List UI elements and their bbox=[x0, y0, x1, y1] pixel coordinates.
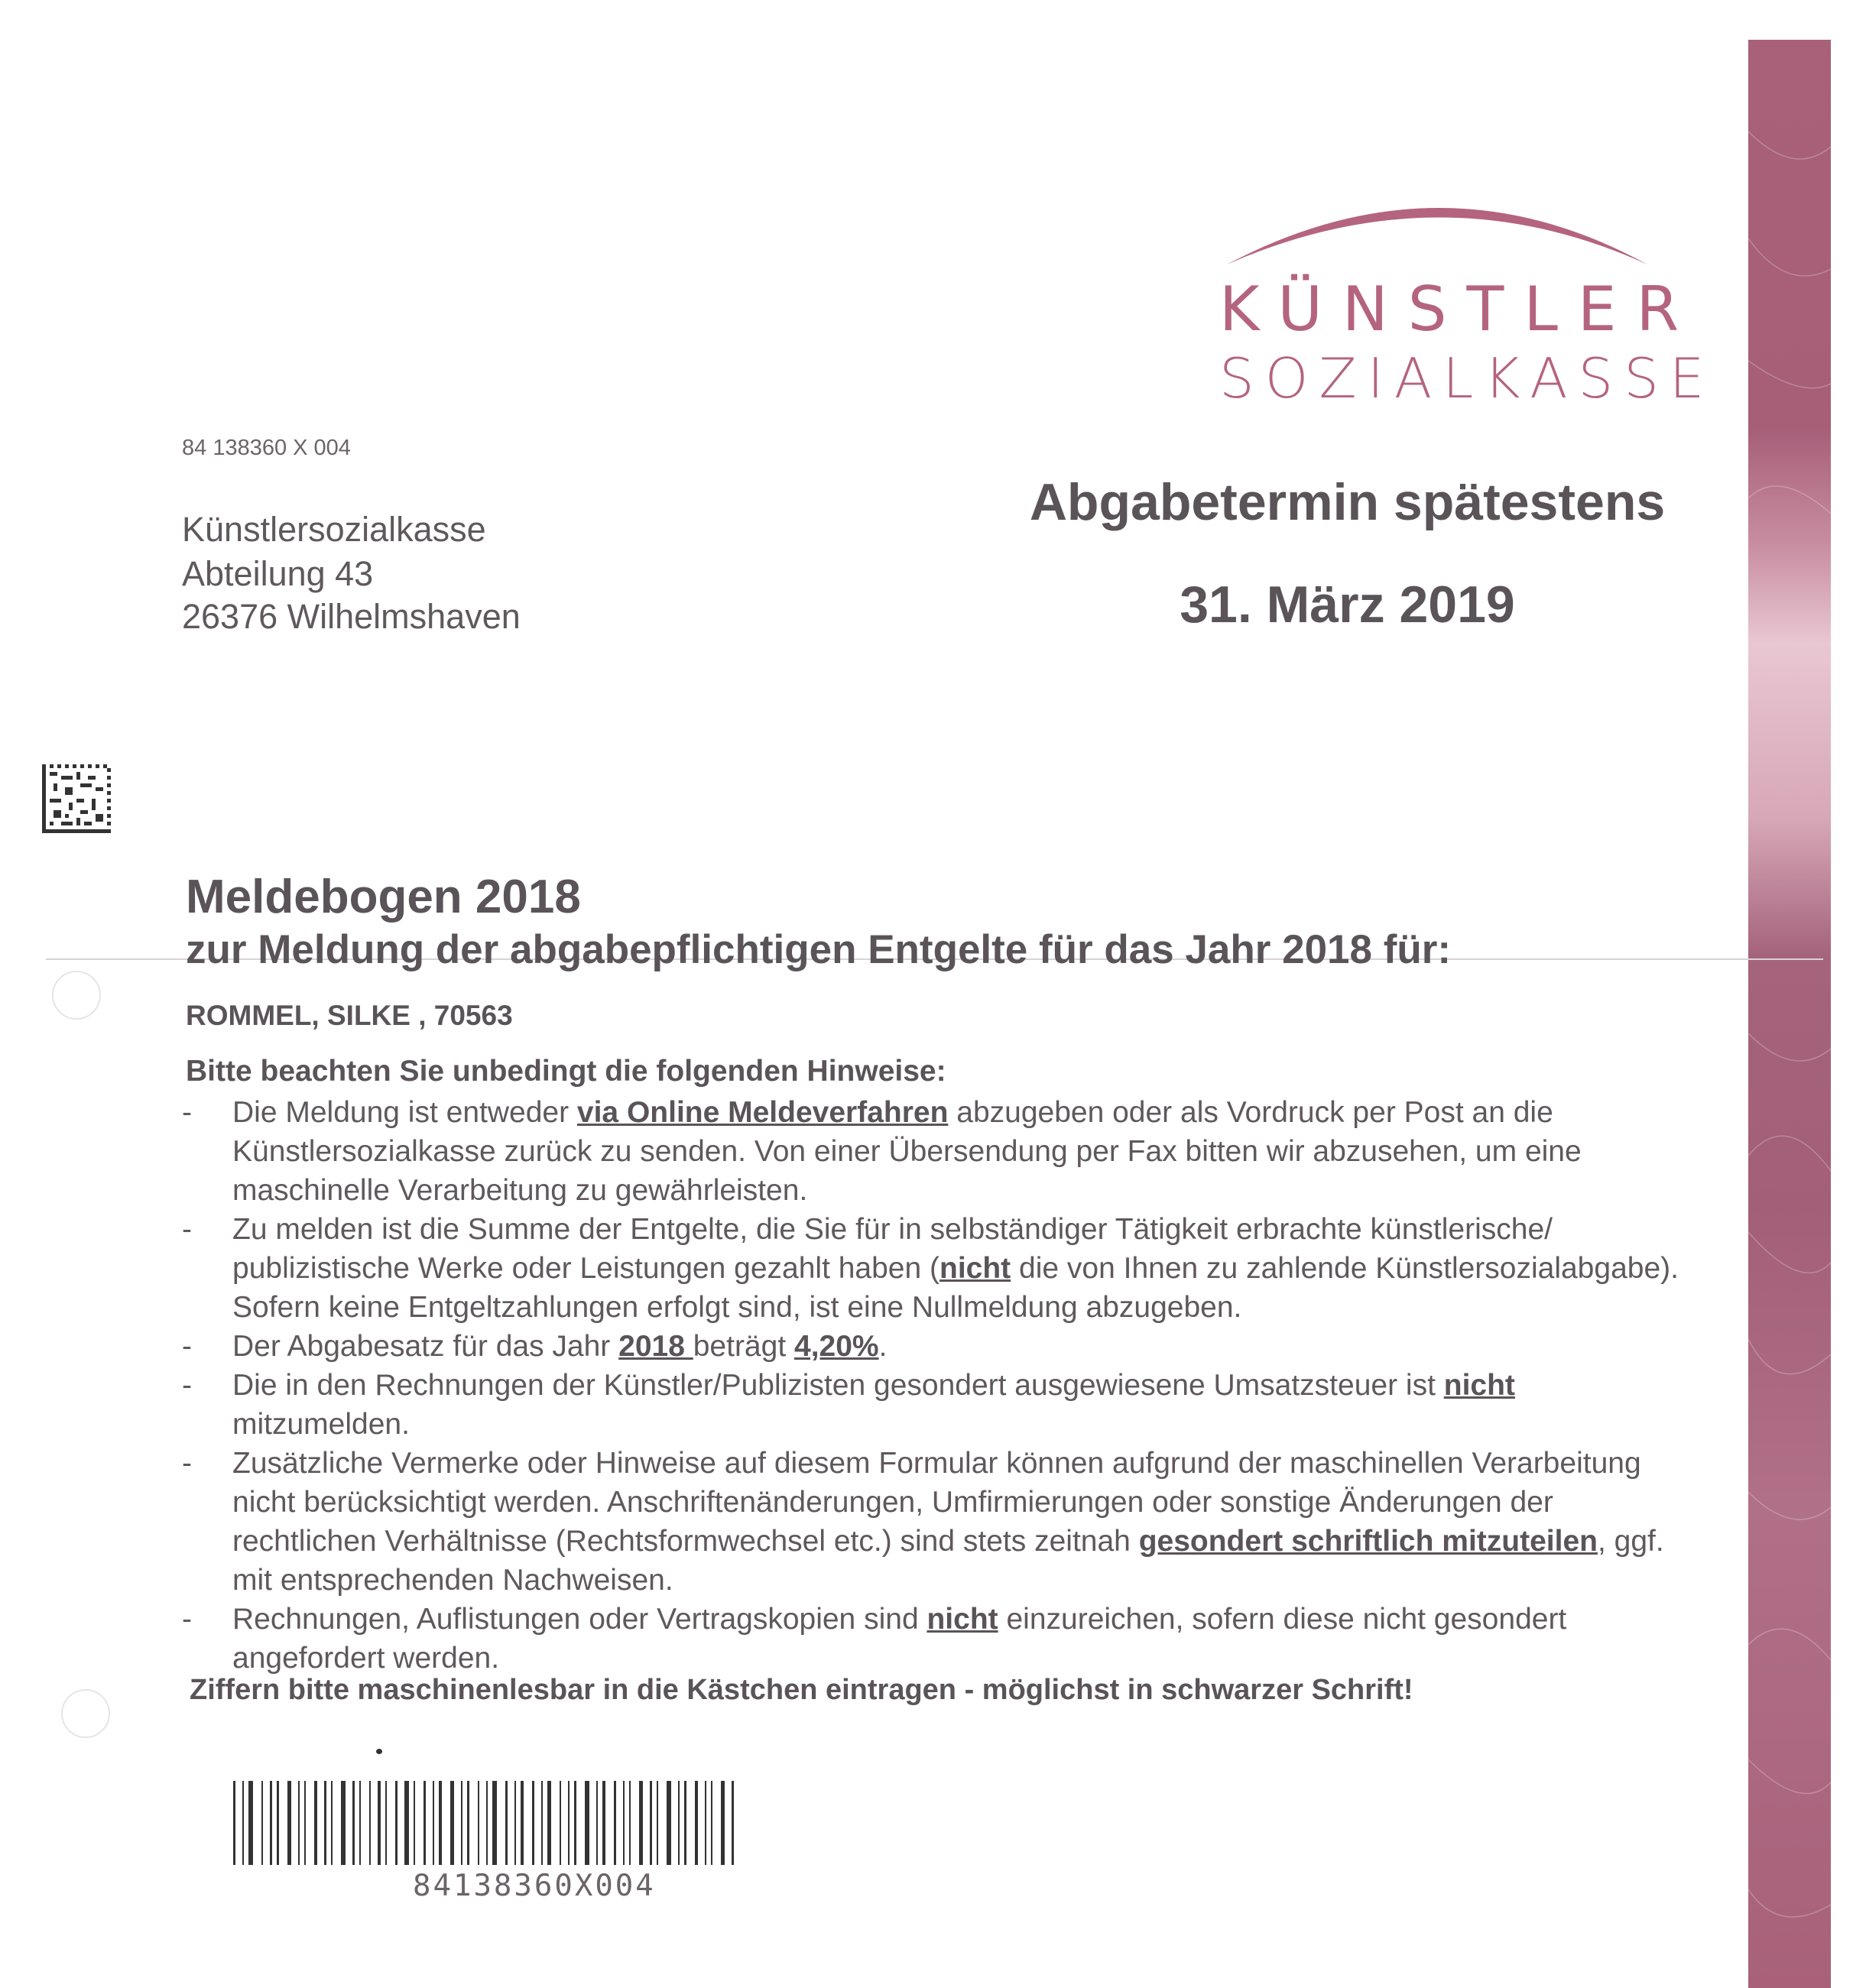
barcode-bar bbox=[450, 1781, 454, 1865]
barcode-bar bbox=[711, 1781, 712, 1865]
barcode-bar bbox=[414, 1781, 415, 1865]
barcode-number: 84138360X004 bbox=[413, 1869, 656, 1903]
barcode-bar bbox=[732, 1781, 734, 1865]
note-item bbox=[182, 1327, 1696, 1366]
note-item bbox=[182, 1093, 1696, 1210]
note-text: Die Meldung ist entweder bbox=[232, 1096, 577, 1129]
barcode-bar bbox=[492, 1781, 497, 1865]
barcode-bar bbox=[378, 1781, 381, 1865]
footer-instruction: Ziffern bitte maschinenlesbar in die Kästchen eintragen - möglichst in schwarzer Schrift! bbox=[190, 1674, 1413, 1706]
note-emphasis: via Online Meldeverfahren bbox=[576, 1096, 949, 1129]
form-subtitle: zur Meldung der abgabepflichtigen Entgelte für das Jahr 2018 für: bbox=[186, 927, 1452, 972]
punch-hole bbox=[52, 971, 101, 1020]
barcode-bar bbox=[705, 1781, 706, 1865]
barcode-bar bbox=[467, 1781, 469, 1865]
barcode-bar bbox=[242, 1781, 244, 1865]
note-text: Der Abgabesatz für das Jahr bbox=[232, 1330, 619, 1363]
barcode-bar bbox=[585, 1781, 589, 1865]
logo-arc-icon bbox=[1219, 174, 1659, 274]
barcode-bar bbox=[277, 1781, 279, 1865]
barcode-bar bbox=[614, 1781, 616, 1865]
barcode bbox=[233, 1781, 822, 1865]
note-text: mitzumelden. bbox=[232, 1408, 410, 1441]
barcode-bar bbox=[505, 1781, 508, 1865]
barcode-bar bbox=[314, 1781, 317, 1865]
reference-code: 84 138360 X 004 bbox=[182, 436, 351, 460]
note-item bbox=[182, 1366, 1696, 1444]
note-text: beträgt bbox=[693, 1330, 794, 1363]
list-bullet: - bbox=[182, 1603, 192, 1636]
barcode-bar bbox=[304, 1781, 306, 1865]
note-text: Zusätzliche Vermerke oder Hinweise auf diesem Formular können aufgrund der maschinellen Verarbeitung nicht berücksichtigt werden. Anschriftenänderungen, Umfirmierungen oder sonstige Änderungen der rechtlichen Verhältnisse (Rechtsformwechsel etc.) sind stets zeitnah bbox=[232, 1447, 1641, 1558]
barcode-bar bbox=[629, 1781, 631, 1865]
logo-text-kuenstler: KÜNSTLER bbox=[1219, 274, 1699, 345]
kuenstlersozialkasse-logo bbox=[1219, 174, 1715, 411]
decorative-side-band bbox=[1748, 40, 1831, 1988]
barcode-bar bbox=[602, 1781, 605, 1865]
note-text: . bbox=[878, 1330, 888, 1363]
levy-rate: 4,20% bbox=[794, 1330, 879, 1363]
barcode-bar bbox=[657, 1781, 658, 1865]
barcode-bar bbox=[385, 1781, 387, 1865]
barcode-bar bbox=[560, 1781, 561, 1865]
form-title: Meldebogen 2018 bbox=[186, 871, 581, 923]
barcode-bar bbox=[433, 1781, 434, 1865]
barcode-bar bbox=[461, 1781, 462, 1865]
barcode-bar bbox=[404, 1781, 409, 1865]
note-item bbox=[182, 1444, 1696, 1600]
barcode-bar bbox=[352, 1781, 355, 1865]
address-line-3: 26376 Wilhelmshaven bbox=[182, 597, 521, 636]
barcode-bar bbox=[547, 1781, 551, 1865]
deadline-label: Abgabetermin spätestens bbox=[1029, 473, 1666, 531]
barcode-bar bbox=[541, 1781, 543, 1865]
barcode-bar bbox=[341, 1781, 346, 1865]
note-text: , ggf. mit entsprechenden Nachweisen. bbox=[232, 1525, 1664, 1597]
barcode-bar bbox=[261, 1781, 263, 1865]
barcode-bar bbox=[298, 1781, 300, 1865]
barcode-bar bbox=[639, 1781, 643, 1865]
deadline-date: 31. März 2019 bbox=[1180, 576, 1515, 634]
barcode-bar bbox=[369, 1781, 371, 1865]
list-bullet: - bbox=[182, 1447, 192, 1480]
barcode-bar bbox=[395, 1781, 398, 1865]
barcode-bar bbox=[721, 1781, 725, 1865]
barcode-bar bbox=[678, 1781, 680, 1865]
levy-year: 2018 bbox=[618, 1330, 693, 1363]
note-item bbox=[182, 1210, 1696, 1327]
barcode-bar bbox=[248, 1781, 253, 1865]
notes-list bbox=[182, 1093, 1696, 1678]
barcode-bar bbox=[287, 1781, 291, 1865]
note-text: Zu melden ist die Summe der Entgelte, die Sie für in selbständiger Tätigkeit erbrachte künstlerische/ publizistische Werke oder Leistungen gezahlt haben ( bbox=[232, 1213, 1553, 1285]
list-bullet: - bbox=[182, 1096, 192, 1129]
barcode-bar bbox=[650, 1781, 652, 1865]
barcode-bar bbox=[478, 1781, 479, 1865]
list-bullet: - bbox=[182, 1213, 192, 1246]
address-line-1: Künstlersozialkasse bbox=[182, 510, 486, 549]
recipient-name: ROMMEL, SILKE , 70563 bbox=[186, 1000, 513, 1031]
list-bullet: - bbox=[182, 1369, 192, 1402]
barcode-bar bbox=[695, 1781, 698, 1865]
note-text: abzugeben oder als Vordruck per Post an die Künstlersozialkasse zurück zu senden. Von einer Übersendung per Fax bitten wir abzusehen, um eine maschinelle Verarbeitung zu gewährleisten. bbox=[232, 1096, 1582, 1207]
datamatrix-code bbox=[42, 764, 111, 833]
barcode-bar bbox=[324, 1781, 326, 1865]
list-bullet: - bbox=[182, 1330, 192, 1363]
barcode-bar bbox=[331, 1781, 333, 1865]
barcode-bar bbox=[596, 1781, 598, 1865]
note-emphasis: gesondert schriftlich mitzuteilen bbox=[1138, 1525, 1598, 1558]
barcode-bar bbox=[623, 1781, 625, 1865]
note-emphasis: nicht bbox=[939, 1252, 1011, 1285]
barcode-bar bbox=[521, 1781, 524, 1865]
barcode-bar bbox=[514, 1781, 516, 1865]
barcode-bar bbox=[568, 1781, 570, 1865]
ink-speck bbox=[376, 1749, 382, 1754]
note-text: die von Ihnen zu zahlende Künstlersozialabgabe). Sofern keine Entgeltzahlungen erfolgt sind, ist eine Nullmeldung abzugeben. bbox=[232, 1252, 1679, 1324]
barcode-bar bbox=[233, 1781, 235, 1865]
barcode-bar bbox=[532, 1781, 534, 1865]
address-line-2: Abteilung 43 bbox=[182, 554, 374, 593]
note-text: Die in den Rechnungen der Künstler/Publizisten gesondert ausgewiesene Umsatzsteuer ist bbox=[232, 1369, 1444, 1402]
notes-heading: Bitte beachten Sie unbedingt die folgenden Hinweise: bbox=[186, 1055, 946, 1088]
barcode-bar bbox=[270, 1781, 272, 1865]
barcode-bar bbox=[359, 1781, 361, 1865]
barcode-bar bbox=[574, 1781, 576, 1865]
note-emphasis: nicht bbox=[927, 1603, 998, 1636]
barcode-bar bbox=[423, 1781, 426, 1865]
barcode-bar bbox=[439, 1781, 442, 1865]
note-text: einzureichen, sofern diese nicht gesondert angefordert werden. bbox=[232, 1603, 1567, 1675]
barcode-bar bbox=[486, 1781, 488, 1865]
logo-text-sozialkasse: SOZIALKASSE bbox=[1219, 346, 1715, 410]
band-pattern bbox=[1748, 40, 1831, 1988]
note-text: Rechnungen, Auflistungen oder Vertragskopien sind bbox=[232, 1603, 927, 1636]
punch-hole bbox=[61, 1689, 110, 1738]
barcode-bar bbox=[684, 1781, 686, 1865]
barcode-bar bbox=[667, 1781, 671, 1865]
note-emphasis: nicht bbox=[1443, 1369, 1515, 1402]
note-item bbox=[182, 1600, 1696, 1678]
